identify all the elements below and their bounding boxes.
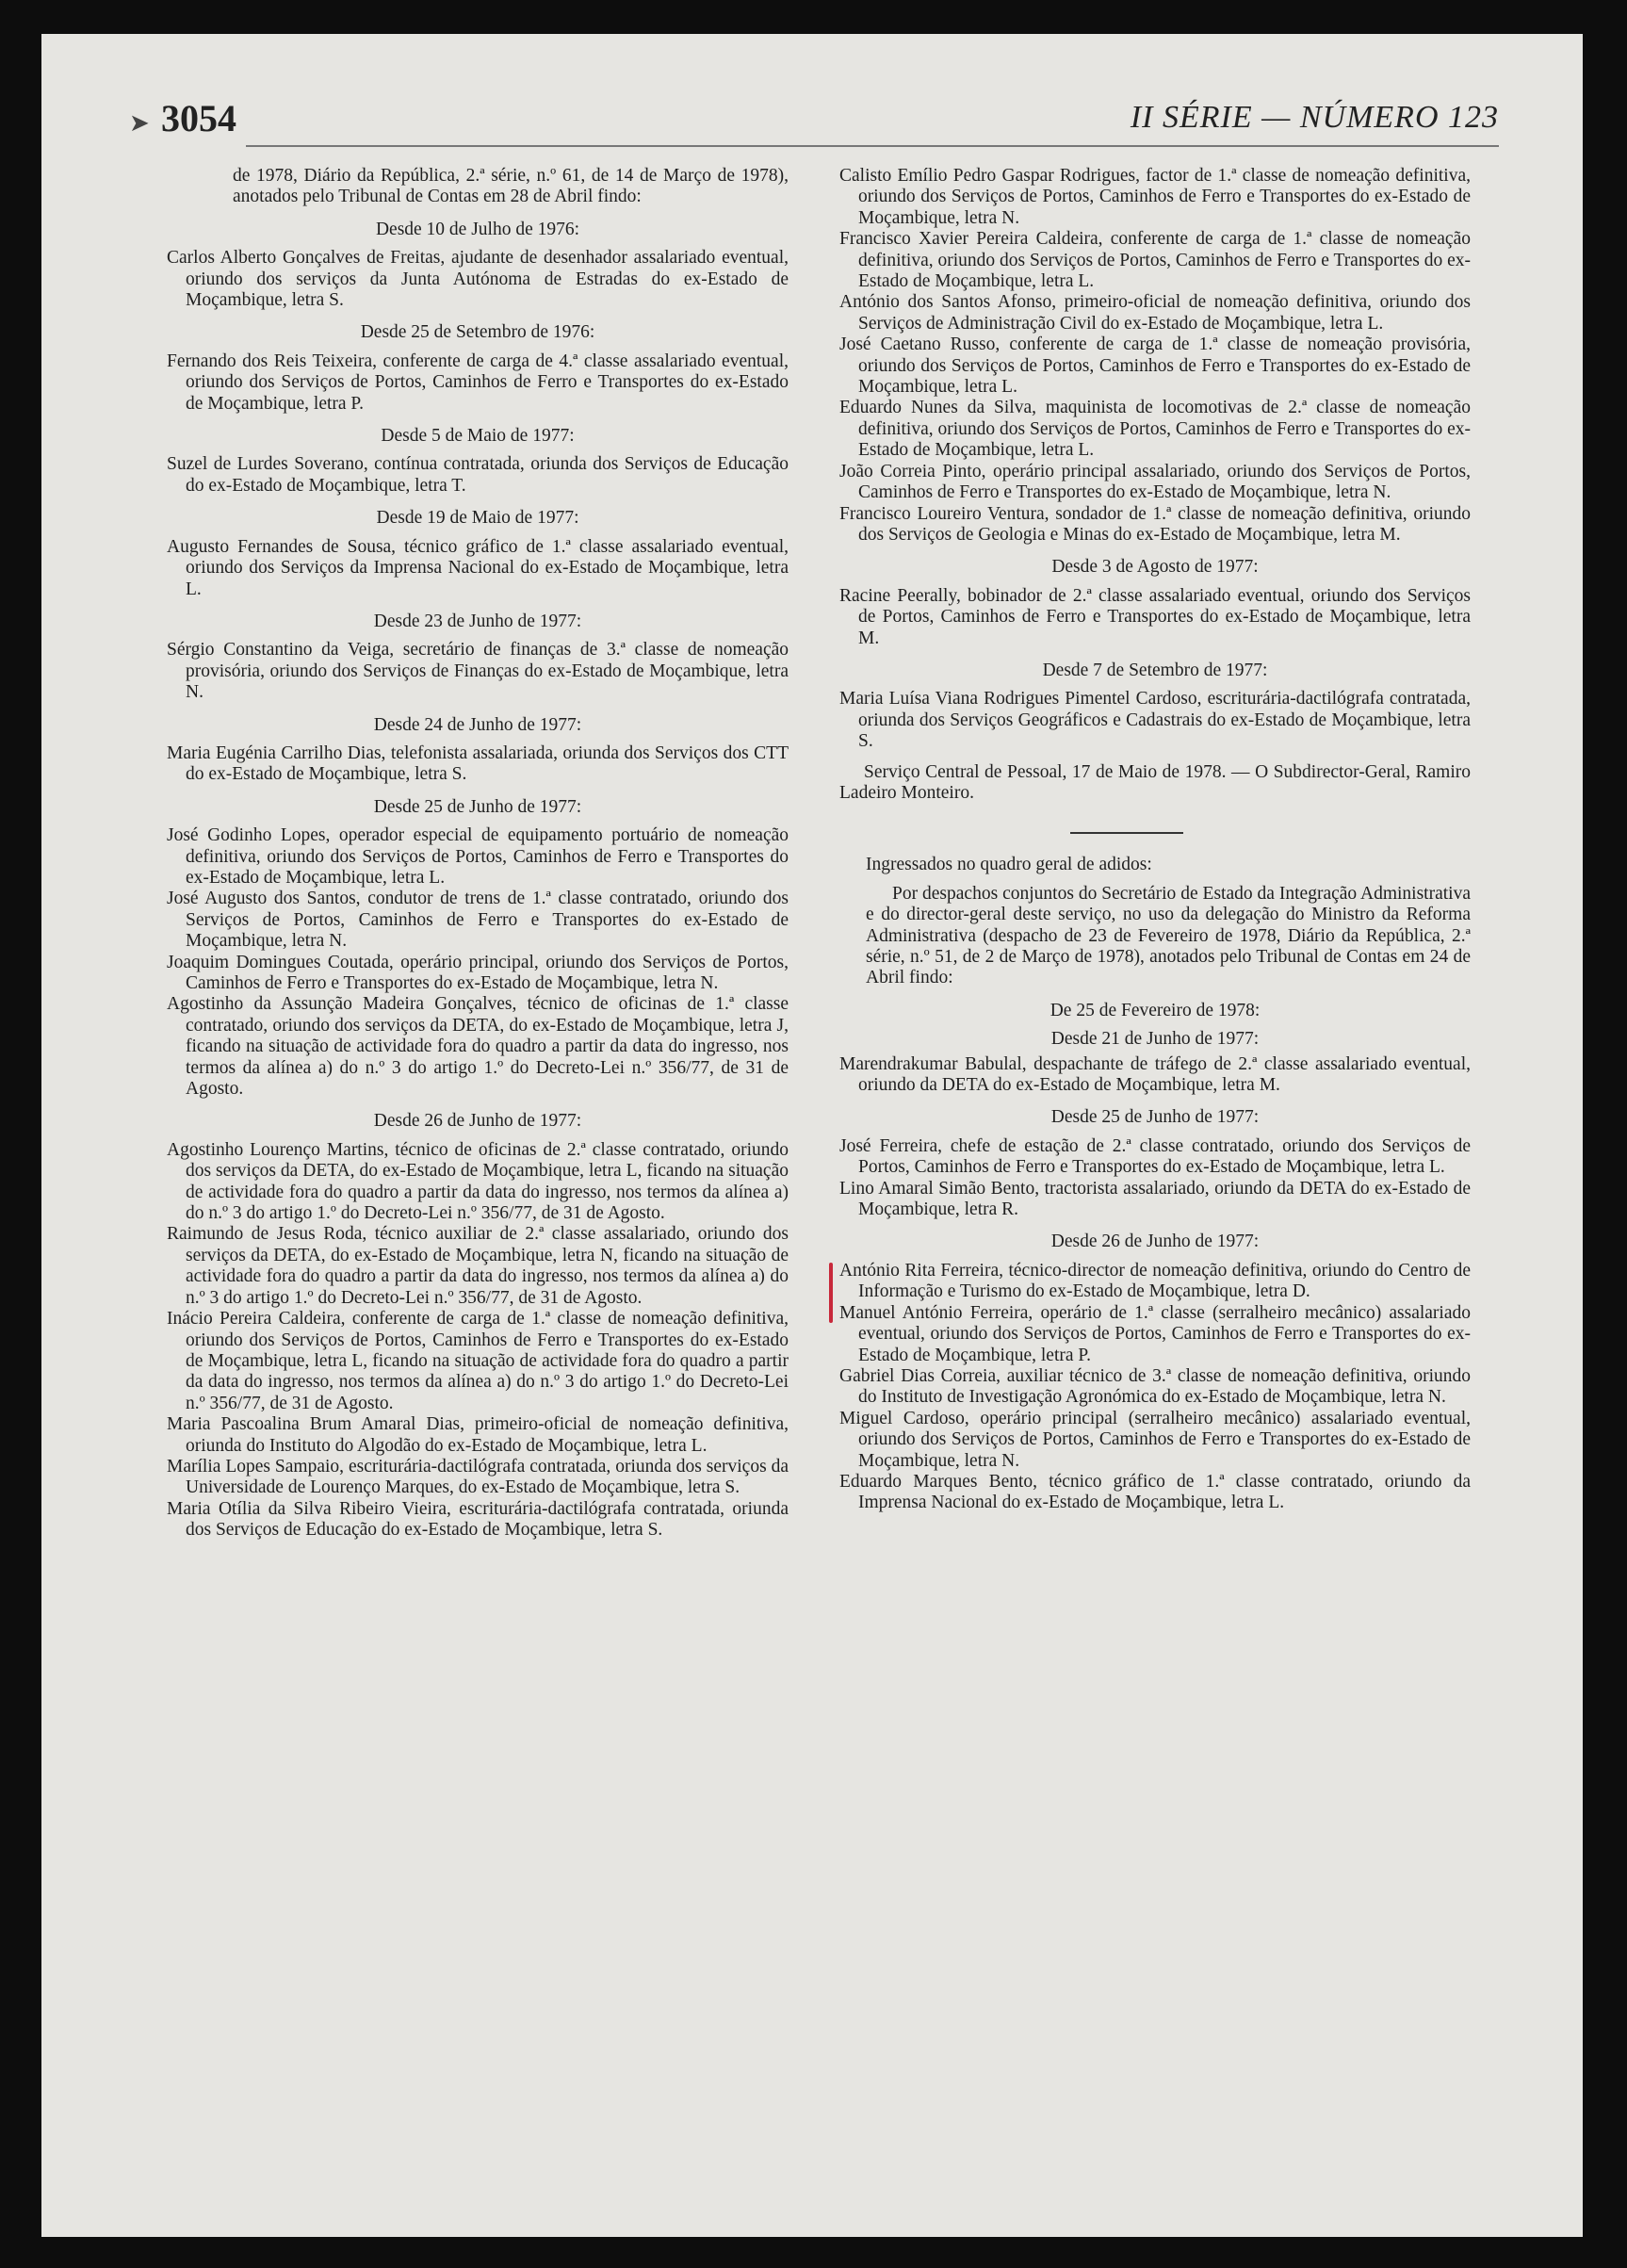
entry-paragraph: Carlos Alberto Gonçalves de Freitas, ajudante de desenhador assalariado eventual, oriundo dos serviços da Junta Autónoma de Estradas do ex-Estado de Moçambique, letra S. bbox=[167, 248, 789, 311]
series-title: II SÉRIE — NÚMERO 123 bbox=[1130, 100, 1499, 135]
entry-paragraph: José Godinho Lopes, operador especial de equipamento portuário de nomeação definitiva, oriundo dos Serviços de Portos, Caminhos de Ferro e Transportes do ex-Estado de Moçambique, letra L. bbox=[167, 825, 789, 888]
entry-paragraph: Augusto Fernandes de Sousa, técnico gráfico de 1.ª classe assalariado eventual, oriundo dos Serviços da Imprensa Nacional do ex-Estado de Moçambique, letra L. bbox=[167, 536, 789, 599]
right-column bbox=[839, 166, 1471, 1514]
entry-paragraph: Suzel de Lurdes Soverano, contínua contratada, oriunda dos Serviços de Educação do ex-Estado de Moçambique, letra T. bbox=[167, 454, 789, 496]
entry-paragraph: Manuel António Ferreira, operário de 1.ª classe (serralheiro mecânico) assalariado eventual, oriundo dos Serviços de Portos, Caminhos de Ferro e Transportes do ex-Estado de Moçambique, letra P. bbox=[839, 1302, 1471, 1365]
entry-paragraph: Fernando dos Reis Teixeira, conferente de carga de 4.ª classe assalariado eventual, oriundo dos Serviços de Portos, Caminhos de Ferro e Transportes do ex-Estado de Moçambique, letra P. bbox=[167, 351, 789, 414]
entry-paragraph: Joaquim Domingues Coutada, operário principal, oriundo dos Serviços de Portos, Caminhos de Ferro e Transportes do ex-Estado de Moçambique, letra N. bbox=[167, 952, 789, 993]
entry-paragraph: Raimundo de Jesus Roda, técnico auxiliar de 2.ª classe assalariado, oriundo dos serviços da DETA, do ex-Estado de Moçambique, letra N, ficando na situação de actividade fora do quadro a partir da data do ingresso, nos termos da alínea a) do n.º 3 do artigo 1.º do Decreto-Lei n.º 356/77, de 31 de Agosto. bbox=[167, 1224, 789, 1308]
date-heading: Desde 10 de Julho de 1976: bbox=[375, 219, 580, 239]
entry-paragraph: Miguel Cardoso, operário principal (serralheiro mecânico) assalariado eventual, oriundo dos Serviços de Portos, Caminhos de Ferro e Transportes do ex-Estado de Moçambique, letra N. bbox=[839, 1408, 1471, 1471]
entry-paragraph: António dos Santos Afonso, primeiro-oficial de nomeação definitiva, oriundo dos Serviços de Administração Civil do ex-Estado de Moçambique, letra L. bbox=[839, 292, 1471, 334]
intro-paragraph: Por despachos conjuntos do Secretário de Estado da Integração Administrativa e do director-geral deste serviço, no uso da delegação do Ministro da Reforma Administrativa (despacho de 23 de Fevereiro de 1978, Diário da República, 2.ª série, n.º 51, de 2 de Março de 1978), anotados pelo Tribunal de Contas em 24 de Abril findo: bbox=[866, 883, 1471, 988]
arrow-icon: ➤ bbox=[129, 109, 150, 137]
entry-paragraph: Marendrakumar Babulal, despachante de tráfego de 2.ª classe assalariado eventual, oriundo da DETA do ex-Estado de Moçambique, letra M. bbox=[839, 1053, 1471, 1096]
entry-paragraph: João Correia Pinto, operário principal assalariado, oriundo dos Serviços de Portos, Caminhos de Ferro e Transportes do ex-Estado de Moçambique, letra N. bbox=[839, 461, 1471, 503]
document-page bbox=[41, 34, 1583, 2237]
entry-paragraph: José Ferreira, chefe de estação de 2.ª classe contratado, oriundo dos Serviços de Portos, Caminhos de Ferro e Transportes do ex-Estado de Moçambique, letra L. bbox=[839, 1135, 1471, 1178]
date-heading: Desde 24 de Junho de 1977: bbox=[373, 714, 582, 735]
date-heading: Desde 5 de Maio de 1977: bbox=[381, 426, 575, 447]
date-heading: Desde 23 de Junho de 1977: bbox=[373, 611, 582, 631]
entry-paragraph: Marília Lopes Sampaio, escriturária-dactilógrafa contratada, oriunda dos serviços da Universidade de Lourenço Marques, do ex-Estado de Moçambique, letra S. bbox=[167, 1456, 789, 1498]
entry-paragraph: Francisco Loureiro Ventura, sondador de 1.ª classe de nomeação definitiva, oriundo dos Serviços de Geologia e Minas do ex-Estado de Moçambique, letra M. bbox=[839, 503, 1471, 545]
entry-paragraph: Agostinho da Assunção Madeira Gonçalves, técnico de oficinas de 1.ª classe contratado, oriundo dos serviços da DETA, do ex-Estado de Moçambique, letra J, ficando na situação de actividade fora do quadro a partir da data do ingresso, nos termos da alínea a) do n.º 3 do artigo 1.º do Decreto-Lei n.º 356/77, de 31 de Agosto. bbox=[167, 994, 789, 1100]
entry-paragraph: Inácio Pereira Caldeira, conferente de carga de 1.ª classe de nomeação definitiva, oriundo dos Serviços de Portos, Caminhos de Ferro e Transportes do ex-Estado de Moçambique, letra L, ficando na situação de actividade fora do quadro a partir da data do ingresso, nos termos da alínea a) do n.º 3 do artigo 1.º do Decreto-Lei n.º 356/77, de 31 de Agosto. bbox=[167, 1309, 789, 1413]
signature-line: Serviço Central de Pessoal, 17 de Maio de 1978. — O Subdirector-Geral, Ramiro Ladeiro Monteiro. bbox=[839, 761, 1471, 803]
date-heading: Desde 7 de Setembro de 1977: bbox=[1042, 660, 1268, 680]
date-heading: Desde 3 de Agosto de 1977: bbox=[1051, 557, 1259, 578]
date-heading: De 25 de Fevereiro de 1978: bbox=[1049, 1000, 1261, 1020]
date-heading: Desde 26 de Junho de 1977: bbox=[373, 1111, 582, 1132]
entry-paragraph: Racine Peerally, bobinador de 2.ª classe assalariado eventual, oriundo dos Serviços de Portos, Caminhos de Ferro e Transportes do ex-Estado de Moçambique, letra M. bbox=[839, 585, 1471, 648]
entry-paragraph: José Caetano Russo, conferente de carga de 1.ª classe de nomeação provisória, oriundo dos Serviços de Portos, Caminhos de Ferro e Transportes do ex-Estado de Moçambique, letra L. bbox=[839, 334, 1471, 398]
page-number: 3054 bbox=[161, 97, 236, 139]
entry-paragraph: Maria Luísa Viana Rodrigues Pimentel Cardoso, escriturária-dactilógrafa contratada, oriunda dos Serviços Geográficos e Cadastrais do ex-Estado de Moçambique, letra S. bbox=[839, 689, 1471, 752]
entry-paragraph: António Rita Ferreira, técnico-director de nomeação definitiva, oriundo do Centro de Informação e Turismo do ex-Estado de Moçambique, letra D. bbox=[839, 1261, 1471, 1303]
date-heading: Desde 25 de Setembro de 1976: bbox=[360, 322, 595, 343]
entry-paragraph: Lino Amaral Simão Bento, tractorista assalariado, oriundo da DETA do ex-Estado de Moçambique, letra R. bbox=[839, 1178, 1471, 1220]
date-heading: Desde 25 de Junho de 1977: bbox=[373, 796, 582, 817]
date-heading: Desde 26 de Junho de 1977: bbox=[1050, 1232, 1260, 1252]
date-heading: Desde 25 de Junho de 1977: bbox=[1050, 1107, 1260, 1128]
entry-paragraph: José Augusto dos Santos, condutor de trens de 1.ª classe contratado, oriundo dos Serviços de Portos, Caminhos de Ferro e Transportes do ex-Estado de Moçambique, letra N. bbox=[167, 889, 789, 952]
entry-paragraph: Agostinho Lourenço Martins, técnico de oficinas de 2.ª classe contratado, oriundo dos serviços da DETA, do ex-Estado de Moçambique, letra L, ficando na situação de actividade fora do quadro a partir da data do ingresso, nos termos da alínea a) do n.º 3 do artigo 1.º do Decreto-Lei n.º 356/77, de 31 de Agosto. bbox=[167, 1139, 789, 1224]
entry-paragraph: Maria Pascoalina Brum Amaral Dias, primeiro-oficial de nomeação definitiva, oriunda do Instituto do Algodão do ex-Estado de Moçambique, letra L. bbox=[167, 1414, 789, 1456]
date-heading: Desde 19 de Maio de 1977: bbox=[376, 508, 579, 529]
page-header bbox=[129, 96, 1499, 153]
entry-paragraph: Gabriel Dias Correia, auxiliar técnico de 3.ª classe de nomeação definitiva, oriundo do Instituto de Investigação Agronómica do ex-Estado de Moçambique, letra N. bbox=[839, 1365, 1471, 1408]
entry-paragraph: Calisto Emílio Pedro Gaspar Rodrigues, factor de 1.ª classe de nomeação definitiva, oriundo dos Serviços de Portos, Caminhos de Ferro e Transportes do ex-Estado de Moçambique, letra N. bbox=[839, 166, 1471, 228]
section-heading: Ingressados no quadro geral de adidos: bbox=[866, 855, 1152, 875]
section-separator bbox=[1070, 832, 1183, 834]
date-heading: Desde 21 de Junho de 1977: bbox=[1050, 1029, 1260, 1050]
entry-paragraph: Francisco Xavier Pereira Caldeira, conferente de carga de 1.ª classe de nomeação definitiva, oriundo dos Serviços de Portos, Caminhos de Ferro e Transportes do ex-Estado de Moçambique, letra L. bbox=[839, 229, 1471, 292]
intro-paragraph: de 1978, Diário da República, 2.ª série, n.º 61, de 14 de Março de 1978), anotados pelo Tribunal de Contas em 28 de Abril findo: bbox=[233, 166, 789, 207]
entry-paragraph: Sérgio Constantino da Veiga, secretário de finanças de 3.ª classe de nomeação provisória, oriundo dos Serviços de Finanças do ex-Estado de Moçambique, letra N. bbox=[167, 640, 789, 703]
entry-paragraph: Eduardo Nunes da Silva, maquinista de locomotivas de 2.ª classe de nomeação definitiva, oriundo dos Serviços de Portos, Caminhos de Ferro e Transportes do ex-Estado de Moçambique, letra L. bbox=[839, 398, 1471, 461]
margin-highlight-mark bbox=[829, 1263, 833, 1323]
entry-paragraph: Maria Otília da Silva Ribeiro Vieira, escriturária-dactilógrafa contratada, oriunda dos Serviços de Educação do ex-Estado de Moçambique, letra S. bbox=[167, 1498, 789, 1541]
header-rule bbox=[246, 145, 1499, 147]
entry-paragraph: Eduardo Marques Bento, técnico gráfico de 1.ª classe contratado, oriundo da Imprensa Nacional do ex-Estado de Moçambique, letra L. bbox=[839, 1471, 1471, 1513]
entry-paragraph: Maria Eugénia Carrilho Dias, telefonista assalariada, oriunda dos Serviços dos CTT do ex-Estado de Moçambique, letra S. bbox=[167, 742, 789, 785]
left-column bbox=[167, 166, 789, 1542]
